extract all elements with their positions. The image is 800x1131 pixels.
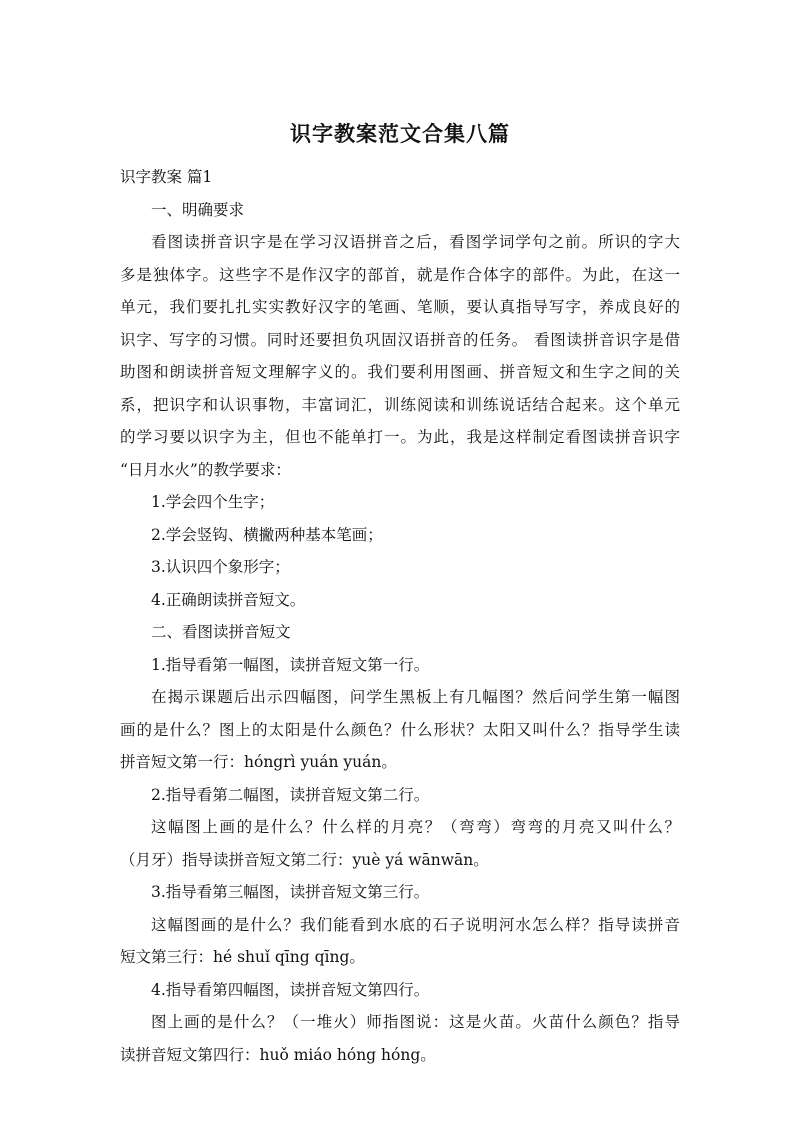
text-line: 短文第三行：hé shuǐ qīng qīng。: [120, 948, 365, 966]
text-line: 读拼音短文第四行：huǒ miáo hóng hóng。: [120, 1045, 436, 1064]
text-line: 1.指导看第一幅图，读拼音短文第一行。: [151, 655, 430, 674]
document-title: 识字教案范文合集八篇: [290, 122, 510, 146]
text-line: 2.指导看第二幅图，读拼音短文第二行。: [151, 785, 430, 804]
text-line: 看图读拼音识字是在学习汉语拼音之后，看图学词学句之前。所识的字大: [151, 233, 680, 251]
text-line: （月牙）指导读拼音短文第二行：yuè yá wānwān。: [120, 850, 489, 869]
text-line: 识字教案 篇1: [120, 168, 213, 186]
text-line: 这幅图上画的是什么？什么样的月亮？（弯弯）弯弯的月亮又叫什么？: [151, 818, 680, 836]
text-line: 在揭示课题后出示四幅图，问学生黑板上有几幅图？然后问学生第一幅图: [151, 688, 680, 706]
text-line: 4.指导看第四幅图，读拼音短文第四行。: [151, 980, 430, 999]
text-line: 系，把识字和认识事物，丰富词汇，训练阅读和训练说话结合起来。这个单元: [120, 395, 680, 414]
text-line: 识字、写字的习惯。同时还要担负巩固汉语拼音的任务。 看图读拼音识字是借: [120, 330, 680, 349]
text-line: 拼音短文第一行：hóngrì yuán yuán。: [120, 753, 397, 771]
document-body: [120, 161, 680, 1071]
text-line: 这幅图画的是什么？我们能看到水底的石子说明河水怎么样？指导读拼音: [151, 915, 680, 934]
text-line: 助图和朗读拼音短文理解字义的。我们要利用图画、拼音短文和生字之间的关: [120, 363, 680, 381]
text-line: 画的是什么？图上的太阳是什么颜色？什么形状？太阳又叫什么？指导学生读: [120, 720, 680, 739]
text-line: 单元，我们要扎扎实实教好汉字的笔画、笔顺，要认真指导写字，养成良好的: [120, 298, 680, 316]
text-line: 图上画的是什么？（一堆火）师指图说：这是火苗。火苗什么颜色？指导: [151, 1013, 680, 1031]
text-line: 2.学会竖钩、横撇两种基本笔画；: [151, 525, 383, 544]
text-line: 一、明确要求: [151, 200, 245, 219]
text-line: 4.正确朗读拼音短文。: [151, 590, 306, 609]
text-line: 二、看图读拼音短文: [151, 623, 291, 641]
text-line: 的学习要以识字为主，但也不能单打一。为此，我是这样制定看图读拼音识字: [120, 428, 680, 446]
text-line: 多是独体字。这些字不是作汉字的部首，就是作合体字的部件。为此，在这一: [120, 265, 680, 284]
text-line: 1.学会四个生字；: [151, 493, 275, 511]
text-line: “日月水火”的教学要求：: [120, 460, 291, 479]
text-line: 3.认识四个象形字；: [151, 558, 290, 576]
text-line: 3.指导看第三幅图，读拼音短文第三行。: [151, 883, 430, 901]
